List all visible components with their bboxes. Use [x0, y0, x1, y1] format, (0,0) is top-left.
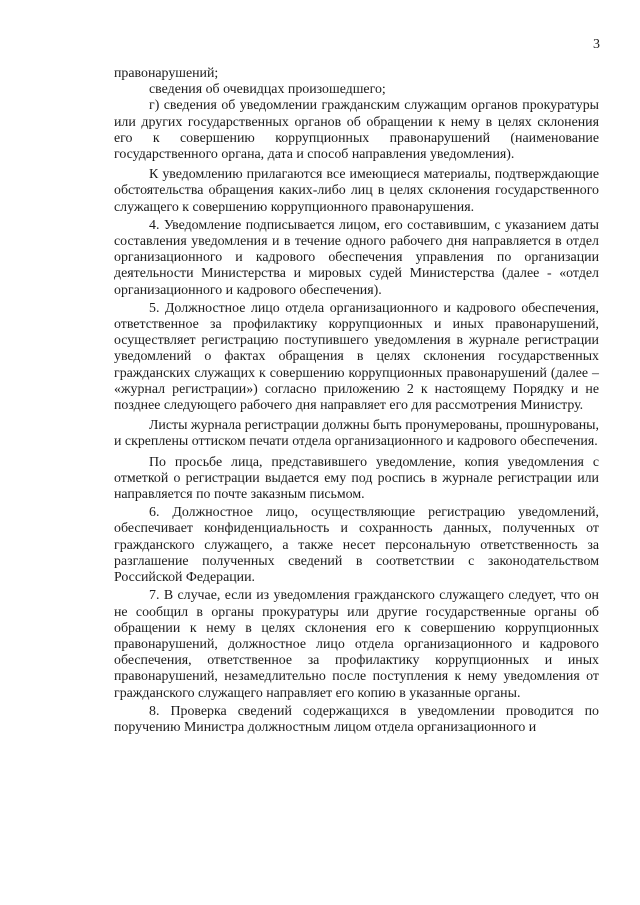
paragraph-item-g: г) сведения об уведомлении гражданским служащим органов прокуратуры или других государственных органов об обращении к нему в целях склонения его к совершению коррупционных правонарушений (наименование государственного органа, дата и способ направления уведомления).: [114, 98, 599, 163]
paragraph-copy-request: По просьбе лица, представившего уведомление, копия уведомления с отметкой о регистрации выдается ему под роспись в журнале регистрации или направляется по почте заказным письмом.: [114, 454, 599, 503]
document-body: [114, 66, 599, 736]
page-number: 3: [593, 37, 600, 52]
paragraph-attachments: К уведомлению прилагаются все имеющиеся материалы, подтверждающие обстоятельства обращения каких-либо лиц в целях склонения государственного служащего к совершению коррупционного правонарушения.: [114, 167, 599, 215]
paragraph-clause-5: 5. Должностное лицо отдела организационного и кадрового обеспечения, ответственное за профилактику коррупционных и иных правонарушений, осуществляет регистрацию поступившего уведомления в журнале регистрации уведомлений о фактах обращения в целях склонения государственных гражданских служащих к совершению коррупционных правонарушений (далее – «журнал регистрации») согласно приложению 2 к настоящему Порядку и не позднее следующего рабочего дня направляет его для рассмотрения Министру.: [114, 300, 599, 414]
paragraph-witnesses: сведения об очевидцах произошедшего;: [149, 82, 386, 98]
paragraph-journal-sheets: Листы журнала регистрации должны быть пронумерованы, прошнурованы, и скреплены оттиском печати отдела организационного и кадрового обеспечения.: [114, 418, 599, 450]
paragraph-clause-8: 8. Проверка сведений содержащихся в уведомлении проводится по поручению Министра должностным лицом отдела организационного и: [114, 703, 599, 735]
paragraph-clause-6: 6. Должностное лицо, осуществляющие регистрацию уведомлений, обеспечивает конфиденциальность и сохранность данных, полученных от гражданского служащего, а также несет персональную ответственность за разглашение полученных сведений в соответствии с законодательством Российской Федерации.: [114, 505, 599, 586]
paragraph-clause-4: 4. Уведомление подписывается лицом, его составившим, с указанием даты составления уведомления и в течение одного рабочего дня направляется в отдел организационного и кадрового обеспечения управления по организации деятельности Министерства и мировых судей Министерства (далее - «отдел организационного и кадрового обеспечения).: [114, 217, 599, 298]
paragraph-clause-7: 7. В случае, если из уведомления гражданского служащего следует, что он не сообщил в органы прокуратуры или другие государственные органы об обращении к нему в целях склонения его к совершению коррупционных правонарушений, должностное лицо отдела организационного и кадрового обеспечения, ответственное за профилактику коррупционных и иных правонарушений, незамедлительно после поступления к нему уведомления от гражданского служащего направляет его копию в указанные органы.: [114, 588, 599, 701]
paragraph-offenses-tail: правонарушений;: [114, 66, 219, 81]
